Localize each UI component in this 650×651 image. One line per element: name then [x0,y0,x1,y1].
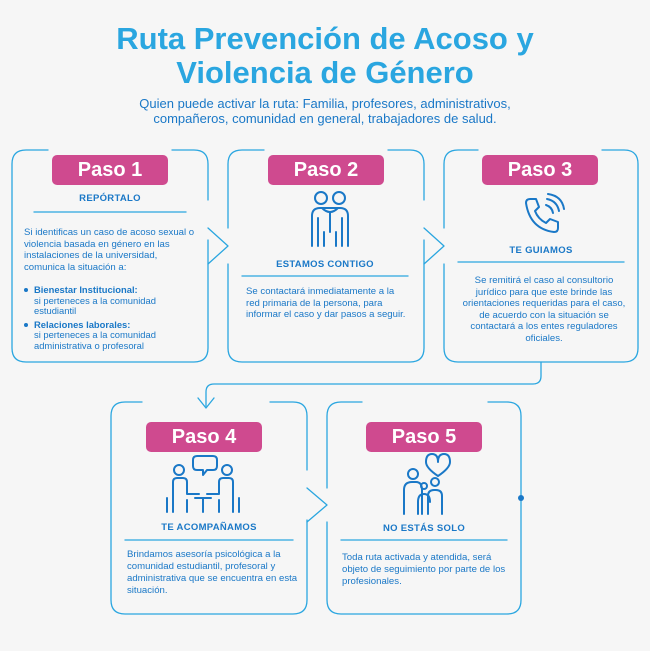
step-5-badge: Paso 5 [366,422,482,452]
step-2-body: Se contactará inmediatamente a la red primaria de la persona, para informar el caso y dar pasos a seguir. [246,286,406,320]
list-item-label: Relaciones laborales: [34,318,131,330]
step-4-heading: TE ACOMPAÑAMOS [161,522,257,533]
step-3-body: Se remitirá el caso al consultorio jurídico para que este brinde las orientaciones requeridas para el caso, de acuerdo con la situación se contactará a los entes reguladores oficiales. [462,275,626,344]
step-2-heading: ESTAMOS CONTIGO [276,259,374,270]
phone-call-icon [520,193,566,237]
connector-3-4 [206,362,541,406]
step-5-heading: NO ESTÁS SOLO [382,523,466,534]
counseling-conversation-icon [165,454,241,516]
step-1-body: Si identificas un caso de acoso sexual o violencia basada en género en las instalaciones de la universidad, comunica la situación a: [24,227,195,273]
connector-1-2 [208,228,228,264]
step-1-badge: Paso 1 [52,155,168,185]
subtitle-line-1: Quien puede activar la ruta: Familia, profesores, administrativos, [139,96,511,111]
list-item-text: si perteneces a la comunidad administrativa o profesoral [34,329,156,351]
title-line-2: Violencia de Género [176,55,474,90]
step-1-list [24,285,200,354]
connector-2-3 [424,228,444,264]
list-item [24,285,200,317]
subtitle-line-2: compañeros, comunidad en general, trabajadores de salud. [153,111,497,126]
step-4-body: Brindamos asesoría psicológica a la comunidad estudiantil, profesoral y administrativa que se encuentra en esta situación. [127,549,298,596]
step-2-badge: Paso 2 [268,155,384,185]
family-heart-icon [398,450,452,518]
embracing-people-icon [300,188,360,256]
end-dot [518,495,524,501]
list-item [24,320,200,352]
step-4-badge: Paso 4 [146,422,262,452]
connector-4-5 [307,488,327,522]
list-item-label: Bienestar Institucional: [34,284,138,295]
list-item-text: si perteneces a la comunidad estudiantil [34,294,156,316]
step-3-heading: TE GUIAMOS [509,245,573,256]
step-3-badge: Paso 3 [482,155,598,185]
title-line-1: Ruta Prevención de Acoso y [116,21,534,56]
step-5-body: Toda ruta activada y atendida, será objeto de seguimiento por parte de los profesionales. [342,552,506,587]
step-1-heading: REPÓRTALO [79,193,141,204]
